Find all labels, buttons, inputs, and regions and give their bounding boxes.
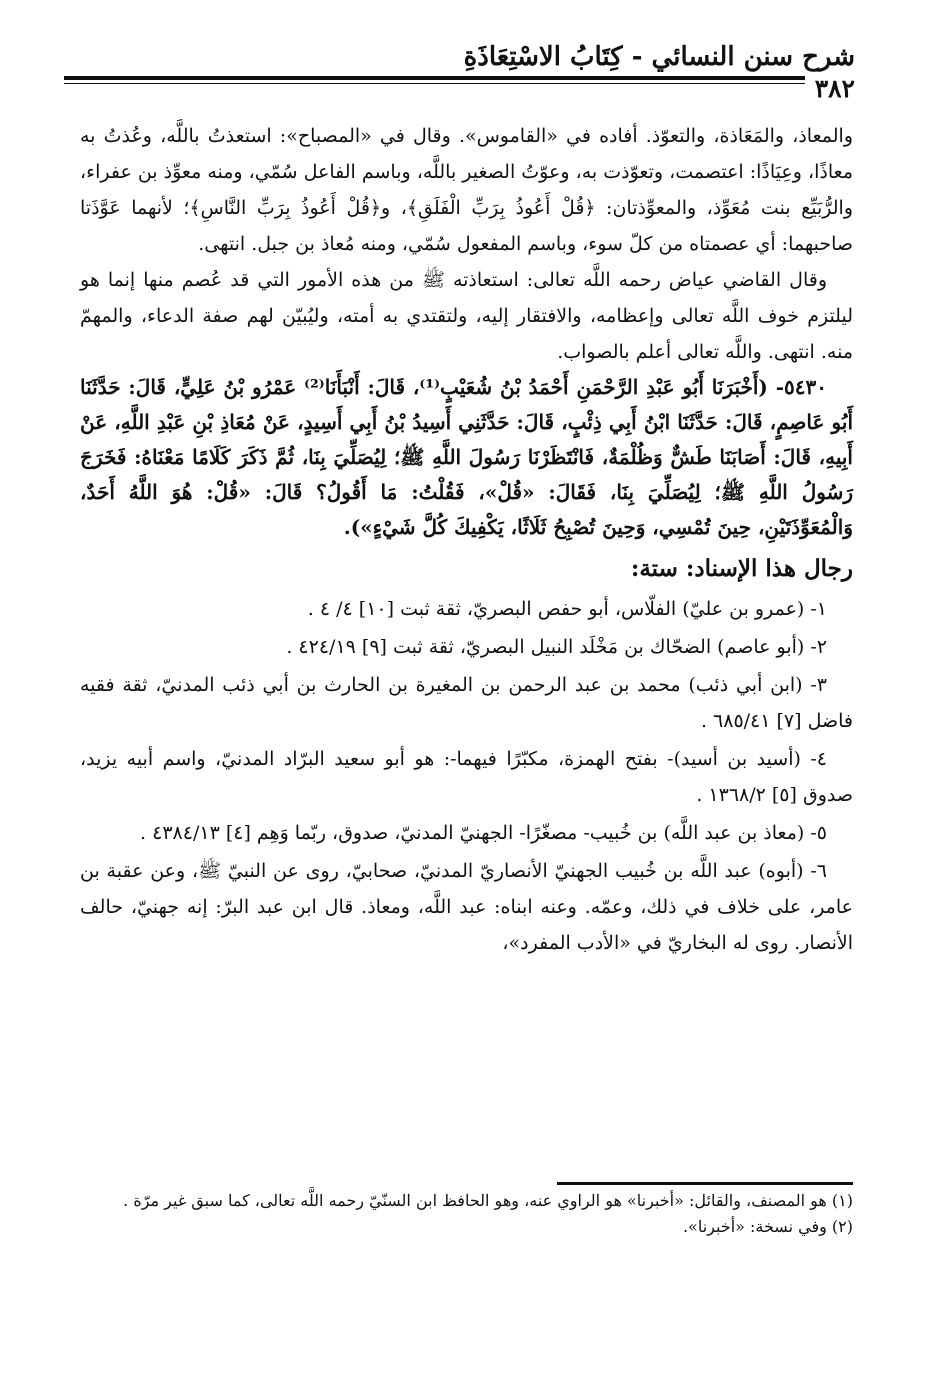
running-title: شرح سنن النسائي - كِتَابُ الاسْتِعَاذَةِ [463, 42, 855, 72]
footnote: (٢) وفي نسخة: «أخبرنا». [682, 1217, 853, 1236]
page-number: ٣٨٢ [805, 74, 855, 103]
header-rule-thin [64, 83, 855, 84]
hadith-text: ٥٤٣٠- (أَخْبَرَنَا أَبُو عَبْدِ الرَّحْمَنِ أَحْمَدُ بْنُ شُعَيْبٍ⁽¹⁾، قَالَ: أَنْبَأَنَا⁽²⁾ عَمْرُو بْنُ عَلِيٍّ، قَالَ: حَدَّثَنَا أَبُو عَاصِمٍ، قَالَ: حَدَّثَنَا ابْنُ أَبِي ذِئْبٍ، قَالَ: حَدَّثَنِي أَسِيدُ بْنُ أَبِي أَسِيدٍ، عَنْ مُعَاذِ بْنِ عَبْدِ اللَّهِ، عَنْ أَبِيهِ، قَالَ: أَصَابَنَا طَشٌّ وَظُلْمَةٌ، فَانْتَظَرْنَا رَسُولَ اللَّهِ ﷺ؛ لِيُصَلِّيَ بِنَا، ثُمَّ ذَكَرَ كَلَامًا مَعْنَاهُ: فَخَرَجَ رَسُولُ اللَّهِ ﷺ؛ لِيُصَلِّيَ بِنَا، فَقَالَ: «قُلْ»، فَقُلْتُ: مَا أَقُولُ؟ قَالَ: «قُلْ: هُوَ اللَّهُ أَحَدٌ، وَالْمُعَوِّذَتَيْنِ، حِينَ تُمْسِي، وَحِينَ تُصْبِحُ ثَلَاثًا، يَكْفِيكَ كُلَّ شَيْءٍ»). [80, 375, 853, 539]
header-rule-thick [64, 76, 855, 80]
main-text [80, 118, 853, 963]
narrator-item: ٣- (ابن أبي ذئب) محمد بن عبد الرحمن بن المغيرة بن الحارث بن أبي ذئب المدنيّ، ثقة فقيه فاضل [٧] ٦٨٥/٤١ . [80, 674, 853, 732]
narrator-item: ٦- (أبوه) عبد اللَّه بن خُبيب الجهنيّ الأنصاريّ المدنيّ، صحابيّ، روى عن النبيّ ﷺ، وعن عقبة بن عامر، على خلاف في ذلك، وعمّه. وعنه ابناه: عبد اللَّه، ومعاذ. قال ابن عبد البرّ: إنه جهنيّ، حالف الأنصار. روى له البخاريّ في «الأدب المفرد»، [80, 860, 853, 954]
section-title: رجال هذا الإسناد: ستة: [630, 555, 853, 582]
narrator-item: ٢- (أبو عاصم) الضحّاك بن مَخْلَد النبيل البصريّ، ثقة ثبت [٩] ٤٢٤/١٩ . [286, 636, 827, 658]
footnotes [80, 1188, 853, 1240]
footnote: (١) هو المصنف، والقائل: «أخبرنا» هو الراوي عنه، وهو الحافظ ابن السنّيّ رحمه اللَّه تعالى، كما سبق غير مرّة . [123, 1191, 853, 1210]
narrator-item: ١- (عمرو بن عليّ) الفلّاس، أبو حفص البصريّ، ثقة ثبت [١٠] ٤/ ٤ . [307, 598, 827, 620]
narrator-item: ٤- (أسيد بن أسيد)- بفتح الهمزة، مكبّرًا فيهما-: هو أبو سعيد البرّاد المدنيّ، واسم أبيه يزيد، صدوق [٥] ١٣٦٨/٢ . [80, 748, 853, 806]
commentary-paragraph: والمعاذ، والمَعَاذة، والتعوّذ. أفاده في «القاموس». وقال في «المصباح»: استعذتُ باللَّه، وعُذتُ به معاذًا، وعِيَاذًا: اعتصمت، وتعوّذت به، وعوّتُ الصغير باللَّه، وباسم الفاعل سُمّي، ومنه معوِّذ بن عفراء، والرُّبَيِّع بنت مُعَوِّذ، والمعوِّذتان: ﴿قُلْ أَعُوذُ بِرَبِّ الْفَلَقِ﴾، و﴿قُلْ أَعُوذُ بِرَبِّ النَّاسِ﴾؛ لأنهما عَوَّذَتا صاحبهما: أي عصمتاه من كلّ سوء، وباسم المفعول سُمّي، ومنه مُعاذ بن جبل. انتهى. [80, 125, 853, 255]
narrator-item: ٥- (معاذ بن عبد اللَّه) بن خُبيب- مصغّرًا- الجهنيّ المدنيّ، صدوق، ربّما وَهِم [٤] ٤٣٨٤/١٣ . [140, 822, 827, 844]
page-header [64, 42, 855, 103]
commentary-paragraph: وقال القاضي عياض رحمه اللَّه تعالى: استعاذته ﷺ من هذه الأمور التي قد عُصم منها إنما هو ليلتزم خوف اللَّه تعالى وإعظامه، والافتقار إليه، ولتقتدي به أمته، وليُبيّن لهم صفة الدعاء، والمهمّ منه. انتهى. واللَّه تعالى أعلم بالصواب. [80, 269, 853, 363]
footnote-rule [557, 1182, 853, 1185]
